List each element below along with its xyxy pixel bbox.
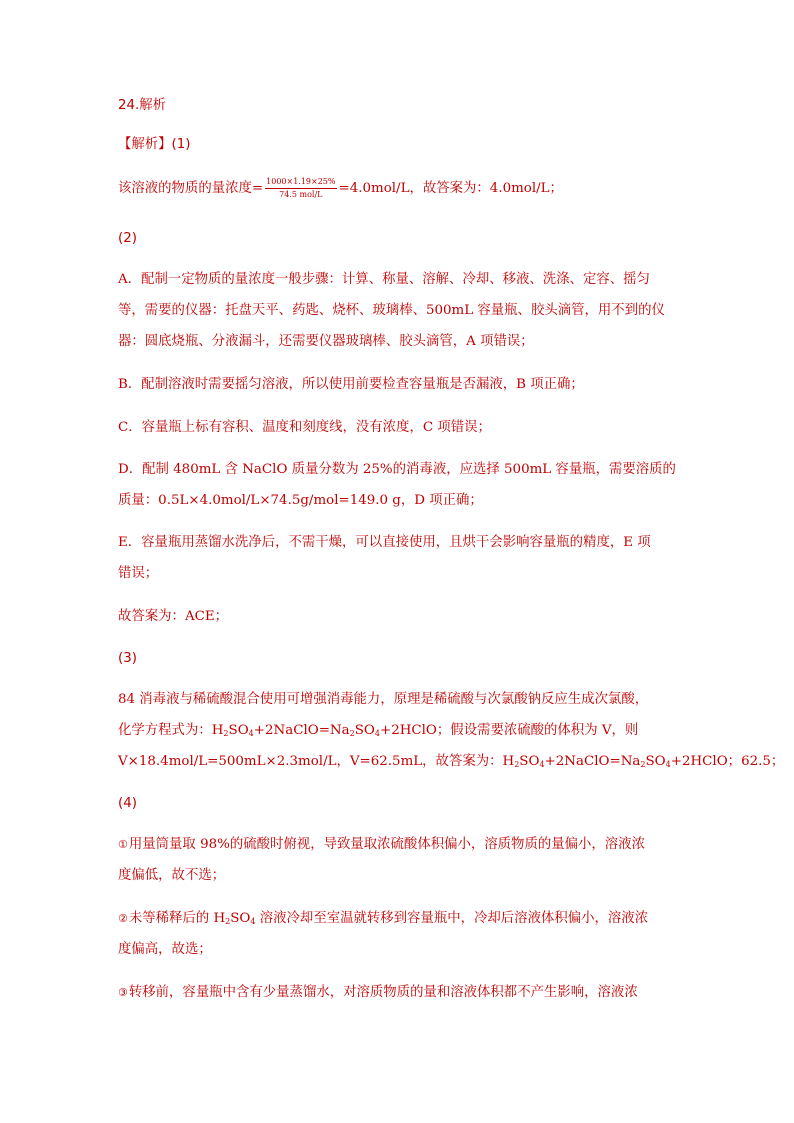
subscript: 2 (640, 760, 646, 769)
option-d-line-2: 质量：0.5L×4.0mol/L×74.5g/mol=149.0 g，D 项正确； (118, 493, 483, 508)
eq-text: SO (228, 723, 249, 738)
subscript: 2 (223, 729, 229, 738)
question-title: 24.解析 (118, 98, 167, 113)
item-2-line-2: 度偏高，故选； (118, 942, 212, 957)
eq-text: SO (519, 754, 540, 769)
item-2-line-1 (118, 909, 648, 932)
eq-text: +2NaClO=Na (253, 723, 350, 738)
item-1-text: 用量筒量取 98%的硫酸时俯视，导致量取浓硫酸体积偏小，溶质物质的量偏小，溶液浓 (128, 837, 645, 852)
eq-text: +2NaClO=Na (544, 754, 641, 769)
eq-text: SO (645, 754, 666, 769)
circled-number-1: ① (118, 838, 128, 851)
option-b-line: B．配制溶液时需要摇匀溶液，所以使用前要检查容量瓶是否漏液，B 项正确； (118, 377, 584, 392)
option-a-line-3: 器：圆底烧瓶、分液漏斗，还需要仪器玻璃棒、胶头滴管，A 项错误； (118, 334, 534, 349)
subscript: 4 (665, 760, 671, 769)
fraction-numerator: 1000×1.19×25% (265, 177, 336, 189)
part2-heading: (2) (118, 231, 137, 246)
part3-line-3 (118, 752, 784, 775)
part3-heading: (3) (118, 651, 137, 666)
part1-paragraph (118, 177, 563, 200)
item-3-text: 转移前，容量瓶中含有少量蒸馏水，对溶质物质的量和溶液体积都不产生影响，溶液浓 (128, 985, 638, 1000)
subscript: 2 (514, 760, 520, 769)
part1-text-before: 该溶液的物质的量浓度= (118, 181, 264, 196)
eq-text: SO (354, 723, 375, 738)
analysis-label: 【解析】(1) (118, 137, 191, 152)
circled-number-2: ② (118, 912, 128, 925)
option-e-line-1: E．容量瓶用蒸馏水洗净后，不需干燥，可以直接使用，且烘干会影响容量瓶的精度，E 项 (118, 535, 651, 550)
part2-answer: 故答案为：ACE； (118, 609, 229, 624)
part1-text-after: =4.0mol/L，故答案为：4.0mol/L； (338, 181, 563, 196)
item-1-line-1 (118, 835, 645, 855)
subscript: 4 (374, 729, 380, 738)
option-e-line-2: 错误； (118, 566, 159, 581)
item-2-text: SO (230, 911, 251, 926)
circled-number-3: ③ (118, 986, 128, 999)
eq-text: +2HClO；假设需要浓硫酸的体积为 V，则 (379, 723, 639, 738)
eq-text: V×18.4mol/L=500mL×2.3mol/L，V=62.5mL，故答案为：H (118, 754, 515, 769)
subscript: 2 (349, 729, 355, 738)
option-d-line-1: D．配制 480mL 含 NaClO 质量分数为 25%的消毒液，应选择 500mL 容量瓶，需要溶质的 (118, 462, 676, 477)
item-2-text: 未等稀释后的 H (128, 911, 226, 926)
item-3-line-1 (118, 983, 638, 1003)
subscript: 4 (250, 917, 256, 926)
subscript: 4 (248, 729, 254, 738)
subscript: 4 (539, 760, 545, 769)
part3-line-1: 84 消毒液与稀硫酸混合使用可增强消毒能力，原理是稀硫酸与次氯酸钠反应生成次氯酸， (118, 692, 649, 707)
option-c-line: C．容量瓶上标有容积、温度和刻度线，没有浓度，C 项错误； (118, 420, 491, 435)
eq-text: 化学方程式为：H (118, 723, 224, 738)
option-a-line-1: A．配制一定物质的量浓度一般步骤：计算、称量、溶解、冷却、移液、洗涤、定容、摇匀 (118, 272, 650, 287)
part4-heading: (4) (118, 796, 137, 811)
option-a-line-2: 等，需要的仪器：托盘天平、药匙、烧杯、玻璃棒、500mL 容量瓶、胶头滴管，用不到的仪 (118, 303, 665, 318)
part3-line-2 (118, 721, 638, 744)
fraction-denominator: 74.5 mol/L (279, 190, 323, 199)
eq-text: +2HClO；62.5； (670, 754, 785, 769)
item-2-text: 溶液冷却至室温就转移到容量瓶中，冷却后溶液体积偏小，溶液浓 (255, 911, 649, 926)
item-1-line-2: 度偏低，故不选； (118, 868, 226, 883)
concentration-fraction (265, 177, 336, 200)
subscript: 2 (225, 917, 231, 926)
